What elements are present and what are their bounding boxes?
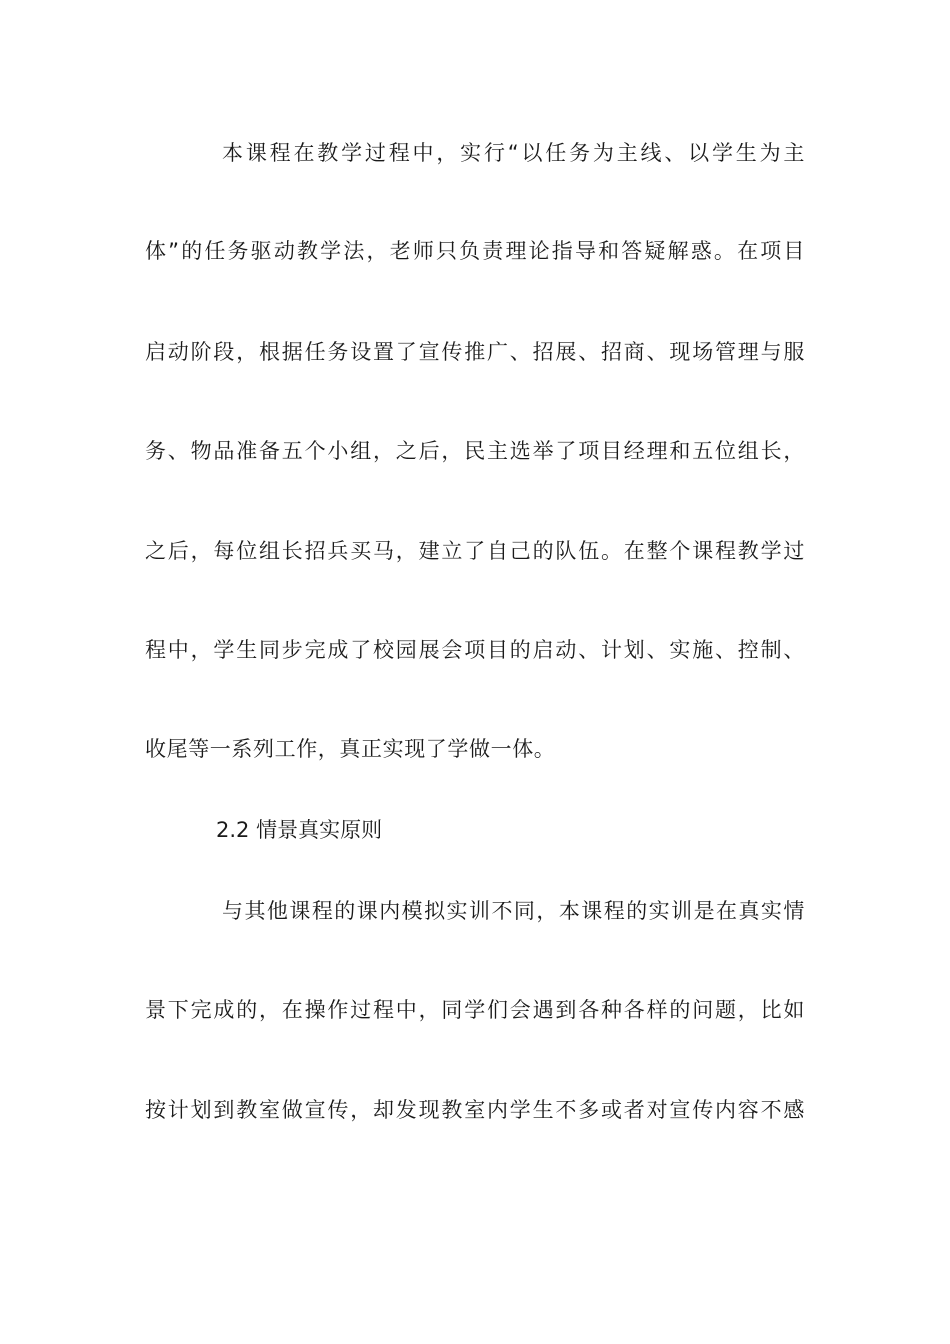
section-heading: 2.2 情景真实原则 [216,818,383,842]
paragraph-1-line-4: 务、物品准备五个小组，之后，民主选举了项目经理和五位组长， [145,439,805,463]
paragraph-2-line-1: 与其他课程的课内模拟实训不同，本课程的实训是在真实情 [222,899,805,923]
paragraph-1-line-3: 启动阶段，根据任务设置了宣传推广、招展、招商、现场管理与服 [145,340,805,364]
paragraph-1-line-5: 之后，每位组长招兵买马，建立了自己的队伍。在整个课程教学过 [145,539,805,563]
paragraph-1-line-1: 本课程在教学过程中，实行“以任务为主线、以学生为主 [222,141,805,165]
paragraph-1-line-6: 程中，学生同步完成了校园展会项目的启动、计划、实施、控制、 [145,638,805,662]
paragraph-2-line-3: 按计划到教室做宣传，却发现教室内学生不多或者对宣传内容不感 [145,1098,805,1122]
paragraph-1-line-7: 收尾等一系列工作，真正实现了学做一体。 [145,737,556,761]
paragraph-1-line-2: 体”的任务驱动教学法，老师只负责理论指导和答疑解惑。在项目 [145,239,805,263]
paragraph-2-line-2: 景下完成的，在操作过程中，同学们会遇到各种各样的问题，比如 [145,998,805,1022]
